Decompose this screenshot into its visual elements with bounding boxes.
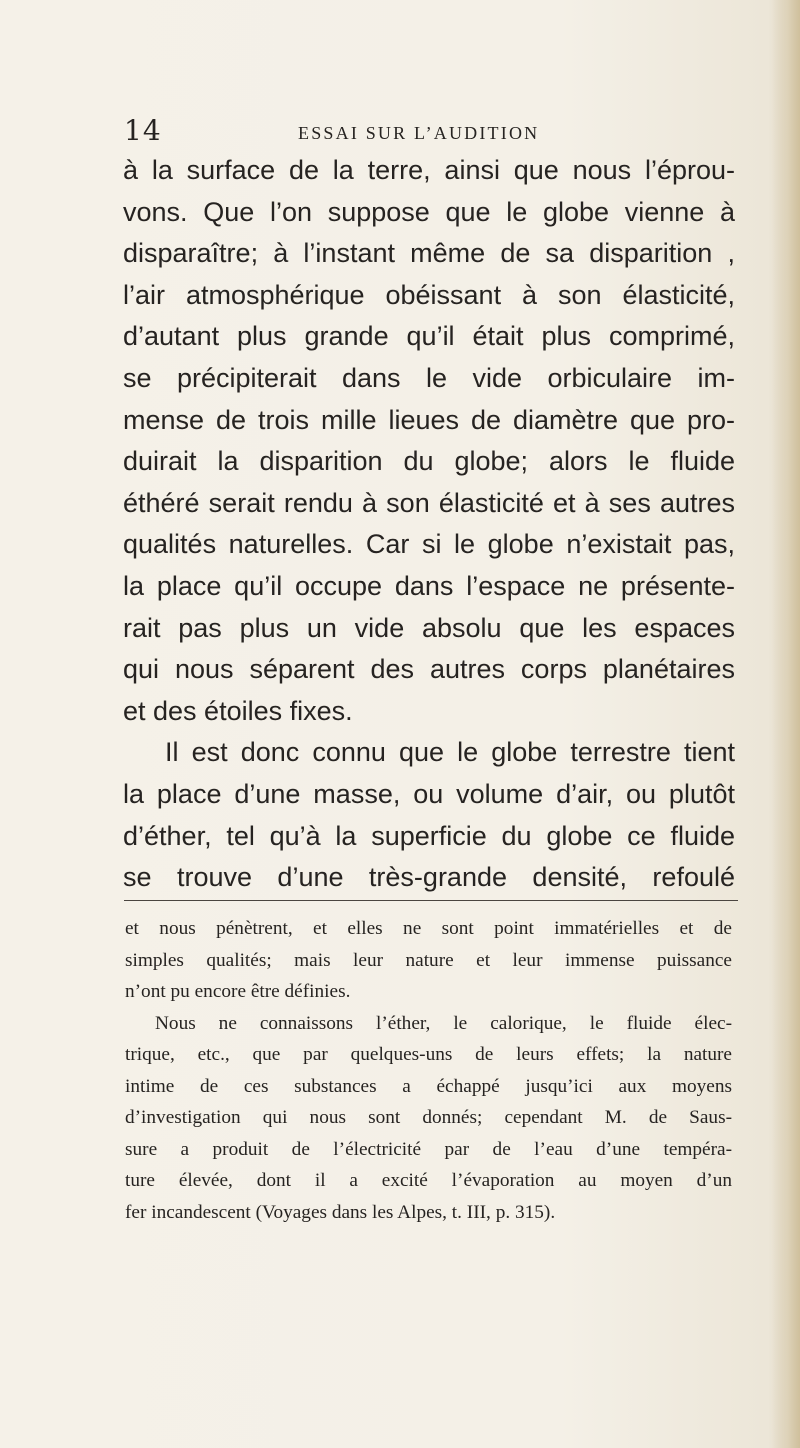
text-line: la place d’une masse, ou volume d’air, ou plutôt [123, 778, 735, 809]
footnote [125, 913, 732, 1228]
text-line: se trouve d’une très-grande densité, refoulé [123, 862, 735, 893]
page-header [124, 114, 744, 148]
footnote-line: simples qualités; mais leur nature et leur immense puissance [125, 949, 732, 971]
footnote-line: fer incandescent (Voyages dans les Alpes, t. III, p. 315). [125, 1201, 556, 1223]
footnote-line: et nous pénètrent, et elles ne sont point immatérielles et de [125, 918, 732, 939]
text-line: qui nous séparent des autres corps planétaires [123, 654, 735, 685]
text-line: la place qu’il occupe dans l’espace ne présente- [123, 570, 735, 601]
text-line: l’air atmosphérique obéissant à son élasticité, [123, 279, 735, 310]
text-line: rait pas plus un vide absolu que les espaces [123, 612, 735, 643]
text-line: vons. Que l’on suppose que le globe vienne à [123, 196, 735, 227]
footnote-separator [124, 900, 738, 901]
footnote-line: n’ont pu encore être définies. [125, 981, 351, 1002]
footnote-line: d’investigation qui nous sont donnés; cependant M. de Saus- [125, 1107, 732, 1128]
footnote-line: Nous ne connaissons l’éther, le calorique, le fluide élec- [155, 1012, 732, 1034]
text-line: qualités naturelles. Car si le globe n’existait pas, [123, 529, 735, 560]
text-line: d’éther, tel qu’à la superficie du globe ce fluide [123, 820, 735, 851]
footnote-line: intime de ces substances a échappé jusqu’ici aux moyens [125, 1075, 732, 1097]
text-line: Il est donc connu que le globe terrestre tient [165, 737, 735, 768]
text-line: et des étoiles fixes. [123, 695, 353, 726]
text-line: mense de trois mille lieues de diamètre que pro- [123, 404, 735, 435]
footnote-line: trique, etc., que par quelques-uns de leurs effets; la nature [125, 1044, 732, 1065]
footnote-line: sure a produit de l’électricité par de l’eau d’une tempéra- [125, 1138, 732, 1160]
text-line: d’autant plus grande qu’il était plus comprimé, [123, 321, 735, 352]
running-title: ESSAI SUR L’AUDITION [298, 123, 540, 143]
text-line: à la surface de la terre, ainsi que nous l’éprou- [123, 155, 735, 185]
page-edge-shadow [772, 0, 800, 1448]
text-line: duirait la disparition du globe; alors le fluide [123, 446, 735, 477]
main-text [123, 150, 735, 899]
text-line: se précipiterait dans le vide orbiculaire im- [123, 362, 735, 393]
page-number: 14 [124, 114, 162, 147]
text-line: disparaître; à l’instant même de sa disparition , [123, 238, 735, 269]
text-line: éthéré serait rendu à son élasticité et à ses autres [123, 487, 735, 518]
footnote-line: ture élevée, dont il a excité l’évaporation au moyen d’un [125, 1170, 732, 1191]
